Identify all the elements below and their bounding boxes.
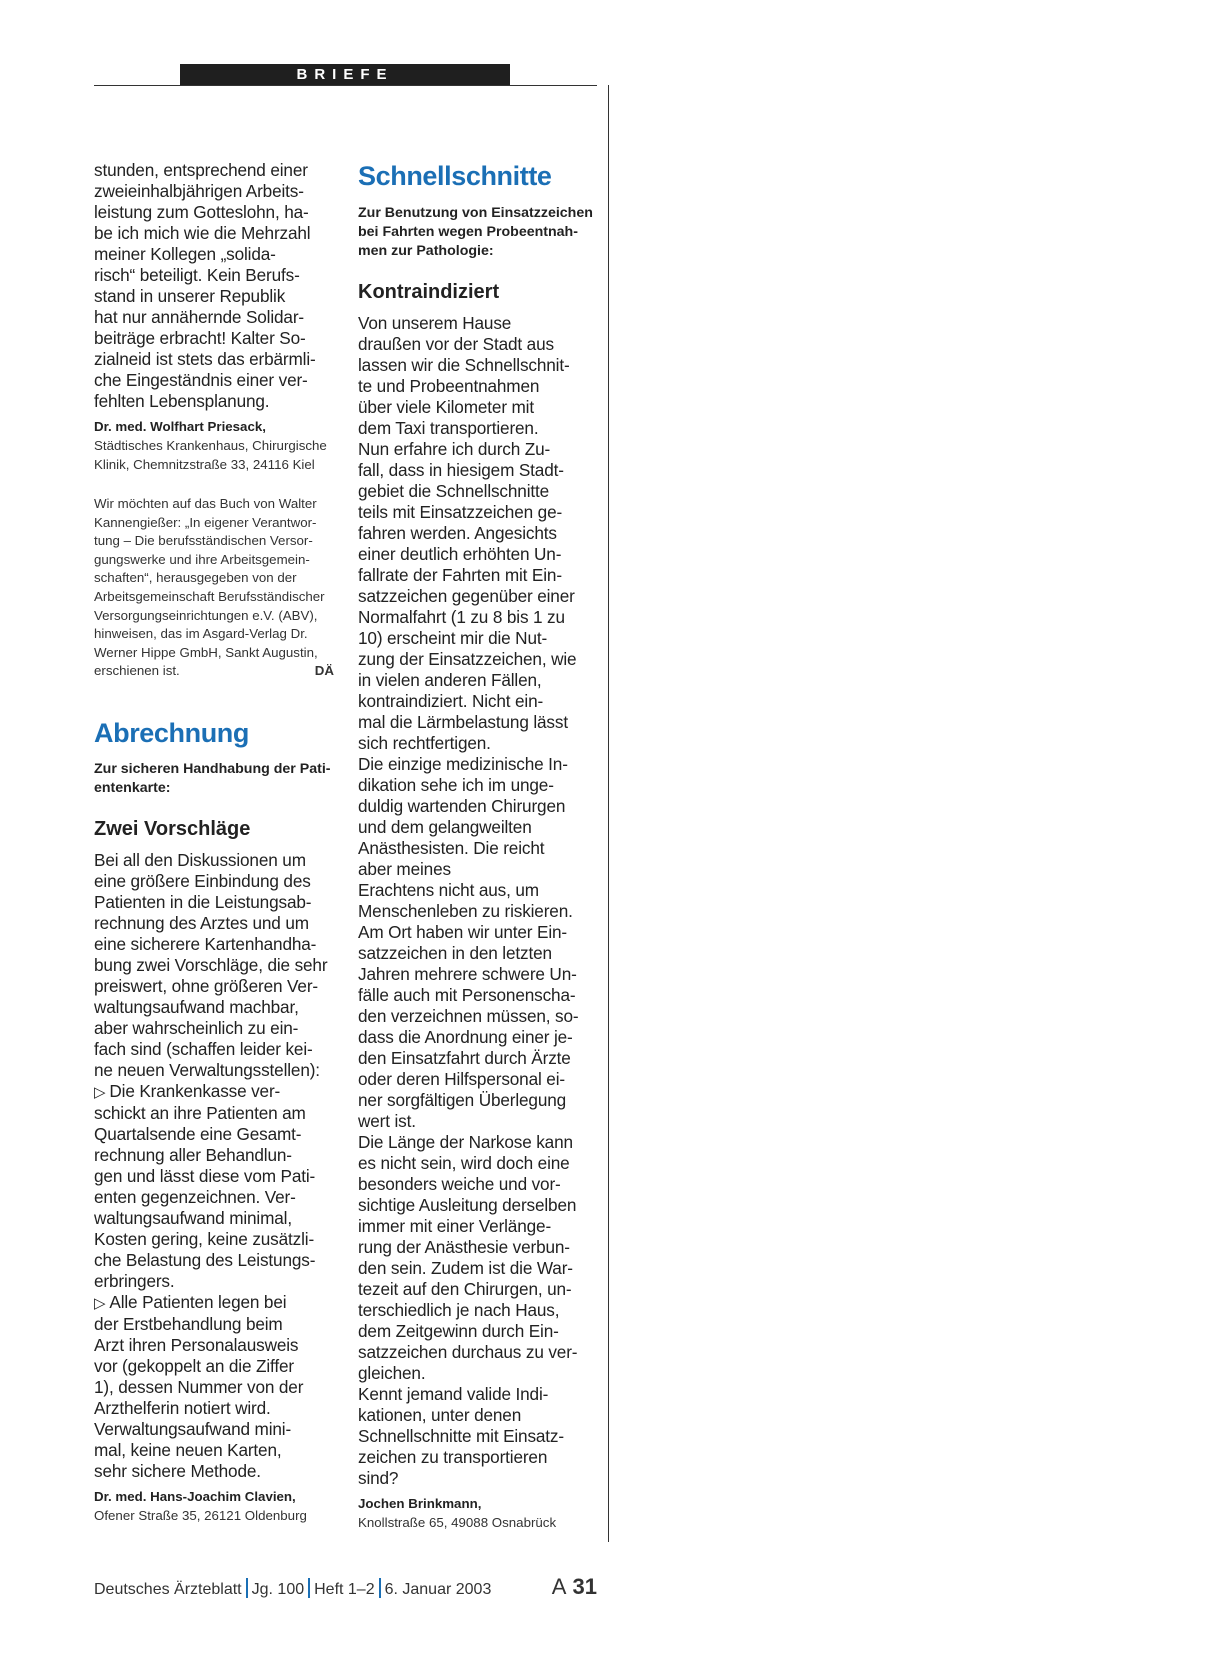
editorial-mark: DÄ: [314, 663, 334, 679]
text-line: leistung zum Gotteslohn, ha-: [94, 202, 309, 222]
header-rule: [94, 85, 597, 86]
text-line: rechnung aller Behandlun-: [94, 1144, 292, 1165]
text-line: men zur Pathologie:: [358, 243, 494, 259]
left-column: [94, 160, 334, 1525]
text-line: eine sicherere Kartenhandha-: [94, 933, 317, 954]
text-line: te und Probeentnahmen: [358, 376, 540, 396]
text-line: zung der Einsatzzeichen, wie: [358, 649, 577, 669]
text-line: ner sorgfältigen Überlegung: [358, 1090, 567, 1110]
footer-issue: Heft 1–2: [314, 1581, 375, 1598]
text-line: 1), dessen Nummer von der: [94, 1376, 304, 1397]
editorial-note: [94, 495, 334, 681]
text-line: Von unserem Hause: [358, 313, 512, 333]
page-prefix: A: [551, 1574, 567, 1599]
text-line: ne neuen Verwaltungsstellen):: [94, 1059, 320, 1080]
text-line: rechnung des Arztes und um: [94, 912, 309, 933]
abrechnung-bullet-2: [94, 1292, 334, 1482]
text-line: es nicht sein, wird doch eine: [358, 1153, 570, 1173]
text-line: Klinik, Chemnitzstraße 33, 24116 Kiel: [94, 457, 315, 472]
text-line: bung zwei Vorschläge, die sehr: [94, 954, 328, 975]
text-line: waltungsaufwand minimal,: [94, 1207, 292, 1228]
text-line: bei Fahrten wegen Probeentnah-: [358, 224, 578, 240]
text-line: Normalfahrt (1 zu 8 bis 1 zu: [358, 607, 565, 627]
abrechnung-author: Dr. med. Hans-Joachim Clavien,: [94, 1488, 296, 1504]
letter-author-address: [94, 436, 334, 474]
text-line: stunden, entsprechend einer: [94, 160, 308, 180]
text-line: über viele Kilometer mit: [358, 397, 534, 417]
text-line: sehr sichere Methode.: [94, 1460, 261, 1481]
text-line: schaften“, herausgegeben von der: [94, 570, 297, 586]
section-header-bar: [180, 64, 510, 85]
continued-letter-text: [94, 160, 334, 412]
text-line: zweieinhalbjährigen Arbeits-: [94, 181, 304, 201]
text-line: gungswerke und ihre Arbeitsgemein-: [94, 551, 310, 567]
text-line: Die Länge der Narkose kann: [358, 1132, 573, 1152]
text-line: Quartalsende eine Gesamt-: [94, 1123, 302, 1144]
text-line: sichtige Ausleitung derselben: [358, 1195, 577, 1215]
text-line: hat nur annähernde Solidar-: [94, 307, 304, 327]
text-line: draußen vor der Stadt aus: [358, 334, 554, 354]
text-line: preiswert, ohne größeren Ver-: [94, 975, 318, 996]
letter-author: Dr. med. Wolfhart Priesack,: [94, 419, 266, 434]
text-line: wert ist.: [358, 1111, 416, 1131]
text-line: meiner Kollegen „solida-: [94, 244, 276, 264]
text-line: Kosten gering, keine zusätzli-: [94, 1228, 315, 1249]
text-line: sich rechtfertigen.: [358, 733, 491, 753]
text-line: dikation sehe ich im unge-: [358, 775, 554, 795]
text-line: enten gegenzeichnen. Ver-: [94, 1186, 296, 1207]
text-line: Schnellschnitte mit Einsatz-: [358, 1426, 564, 1446]
text-line: rung der Anästhesie verbun-: [358, 1237, 570, 1257]
text-line: fälle auch mit Personenscha-: [358, 985, 576, 1005]
footer-date: 6. Januar 2003: [384, 1581, 492, 1598]
footer-separator: [379, 1578, 381, 1598]
text-line: mal, keine neuen Karten,: [94, 1439, 282, 1460]
footer-volume: Jg. 100: [251, 1581, 305, 1598]
schnellschnitte-body: [358, 313, 600, 1489]
text-line: dem Zeitgewinn durch Ein-: [358, 1321, 559, 1341]
text-line: sind?: [358, 1468, 399, 1488]
text-line: Menschenleben zu riskieren.: [358, 901, 573, 921]
text-line: Versorgungseinrichtungen e.V. (ABV),: [94, 607, 318, 623]
text-line: gebiet die Schnellschnitte: [358, 481, 550, 501]
text-line: Verwaltungsaufwand mini-: [94, 1418, 292, 1439]
section-label: BRIEFE: [296, 66, 394, 83]
text-line: erschienen ist.: [94, 663, 180, 679]
text-line: fallrate der Fahrten mit Ein-: [358, 565, 562, 585]
text-line: stand in unserer Republik: [94, 286, 286, 306]
text-line: satzzeichen in den letzten: [358, 943, 552, 963]
text-line: der Erstbehandlung beim: [94, 1313, 283, 1334]
text-line: Anästhesisten. Die reicht: [358, 838, 545, 858]
text-line: satzzeichen durchaus zu ver-: [358, 1342, 578, 1362]
page-number-value: 31: [572, 1574, 597, 1599]
text-line: teils mit Einsatzzeichen ge-: [358, 502, 563, 522]
text-line: den verzeichnen müssen, so-: [358, 1006, 579, 1026]
text-line: ▷ Die Krankenkasse ver-: [94, 1080, 281, 1101]
text-line: aber meines: [358, 859, 451, 879]
text-line: eine größere Einbindung des: [94, 870, 311, 891]
right-column: [358, 160, 600, 1532]
text-line: Die einzige medizinische In-: [358, 754, 568, 774]
text-line: Am Ort haben wir unter Ein-: [358, 922, 567, 942]
letter-headline-zwei-vorschlaege: Zwei Vorschläge: [94, 817, 251, 840]
text-line: aber wahrscheinlich zu ein-: [94, 1017, 299, 1038]
text-line: Nun erfahre ich durch Zu-: [358, 439, 551, 459]
text-line: Städtisches Krankenhaus, Chirurgische: [94, 438, 327, 453]
text-line: Zur sicheren Handhabung der Pati-: [94, 760, 331, 777]
text-line: kontraindiziert. Nicht ein-: [358, 691, 544, 711]
abrechnung-bullet-1: [94, 1081, 334, 1292]
text-line: Arzthelferin notiert wird.: [94, 1397, 271, 1418]
text-line: Bei all den Diskussionen um: [94, 849, 306, 870]
text-line: terschiedlich je nach Haus,: [358, 1300, 560, 1320]
page-number: [552, 1574, 597, 1600]
text-line: Arzt ihren Personalausweis: [94, 1334, 299, 1355]
page-footer: [94, 1576, 597, 1602]
abrechnung-author-address: Ofener Straße 35, 26121 Oldenburg: [94, 1507, 307, 1523]
letter-headline-kontraindiziert: Kontraindiziert: [358, 281, 500, 303]
text-line: den sein. Zudem ist die War-: [358, 1258, 573, 1278]
text-line: waltungsaufwand machbar,: [94, 996, 299, 1017]
text-line: fach sind (schaffen leider kei-: [94, 1038, 313, 1059]
text-line: Arbeitsgemeinschaft Berufsständischer: [94, 588, 325, 604]
text-line: Zur Benutzung von Einsatzzeichen: [358, 205, 593, 221]
footer-separator: [246, 1578, 248, 1598]
text-line: tezeit auf den Chirurgen, un-: [358, 1279, 572, 1299]
text-line: ▷ Alle Patienten legen bei: [94, 1291, 287, 1312]
text-line: satzzeichen gegenüber einer: [358, 586, 575, 606]
text-line: schickt an ihre Patienten am: [94, 1102, 306, 1123]
text-line: Patienten in die Leistungsab-: [94, 891, 312, 912]
text-line: und dem gelangweilten: [358, 817, 532, 837]
text-line: duldig wartenden Chirurgen: [358, 796, 566, 816]
text-line: che Eingeständnis einer ver-: [94, 370, 308, 390]
text-line: dem Taxi transportieren.: [358, 418, 539, 438]
text-line: che Belastung des Leistungs-: [94, 1249, 316, 1270]
schnellschnitte-author: Jochen Brinkmann,: [358, 1496, 482, 1511]
text-line: dass die Anordnung einer je-: [358, 1027, 573, 1047]
bullet-triangle-icon: ▷: [94, 1294, 110, 1312]
text-line: lassen wir die Schnellschnit-: [358, 355, 570, 375]
text-line: gleichen.: [358, 1363, 426, 1383]
text-line: Werner Hippe GmbH, Sankt Augustin,: [94, 644, 318, 660]
text-line: den Einsatzfahrt durch Ärzte: [358, 1048, 571, 1068]
text-line: hinweisen, das im Asgard-Verlag Dr.: [94, 626, 308, 642]
text-line: fahren werden. Angesichts: [358, 523, 557, 543]
text-line: erbringers.: [94, 1270, 175, 1291]
text-line: immer mit einer Verlänge-: [358, 1216, 552, 1236]
text-line: Jahren mehrere schwere Un-: [358, 964, 577, 984]
text-line: Erachtens nicht aus, um: [358, 880, 539, 900]
footer-citation: [94, 1578, 491, 1599]
section-title-schnellschnitte: Schnellschnitte: [358, 161, 552, 191]
text-line: tung – Die berufsständischen Versor-: [94, 533, 313, 549]
section-intro-abrechnung: [94, 760, 334, 798]
text-line: fehlten Lebensplanung.: [94, 391, 270, 411]
text-line: einer deutlich erhöhten Un-: [358, 544, 562, 564]
text-line: oder deren Hilfspersonal ei-: [358, 1069, 565, 1089]
text-line: gen und lässt diese vom Pati-: [94, 1165, 316, 1186]
text-line: risch“ beteiligt. Kein Berufs-: [94, 265, 300, 285]
text-line: zialneid ist stets das erbärmli-: [94, 349, 316, 369]
text-line: be ich mich wie die Mehrzahl: [94, 223, 311, 243]
text-line: kationen, unter denen: [358, 1405, 522, 1425]
text-line: vor (gekoppelt an die Ziffer: [94, 1355, 294, 1376]
column-divider: [608, 85, 609, 1542]
text-line: Kannengießer: „In eigener Verantwor-: [94, 514, 317, 530]
section-title-abrechnung: Abrechnung: [94, 717, 249, 748]
text-line: zeichen zu transportieren: [358, 1447, 548, 1467]
section-intro-schnellschnitte: [358, 204, 600, 261]
text-line: mal die Lärmbelastung lässt: [358, 712, 568, 732]
text-line: entenkarte:: [94, 779, 171, 796]
text-line: Wir möchten auf das Buch von Walter: [94, 496, 317, 511]
bullet-triangle-icon: ▷: [94, 1083, 110, 1101]
text-line: beiträge erbracht! Kalter So-: [94, 328, 306, 348]
footer-journal: Deutsches Ärzteblatt: [94, 1581, 242, 1598]
text-line: 10) erscheint mir die Nut-: [358, 628, 548, 648]
text-line: in vielen anderen Fällen,: [358, 670, 542, 690]
schnellschnitte-author-address: Knollstraße 65, 49088 Osnabrück: [358, 1515, 557, 1530]
text-line: Kennt jemand valide Indi-: [358, 1384, 549, 1404]
text-line: besonders weiche und vor-: [358, 1174, 561, 1194]
text-line: fall, dass in hiesigem Stadt-: [358, 460, 564, 480]
abrechnung-body: [94, 850, 334, 1081]
footer-separator: [308, 1578, 310, 1598]
